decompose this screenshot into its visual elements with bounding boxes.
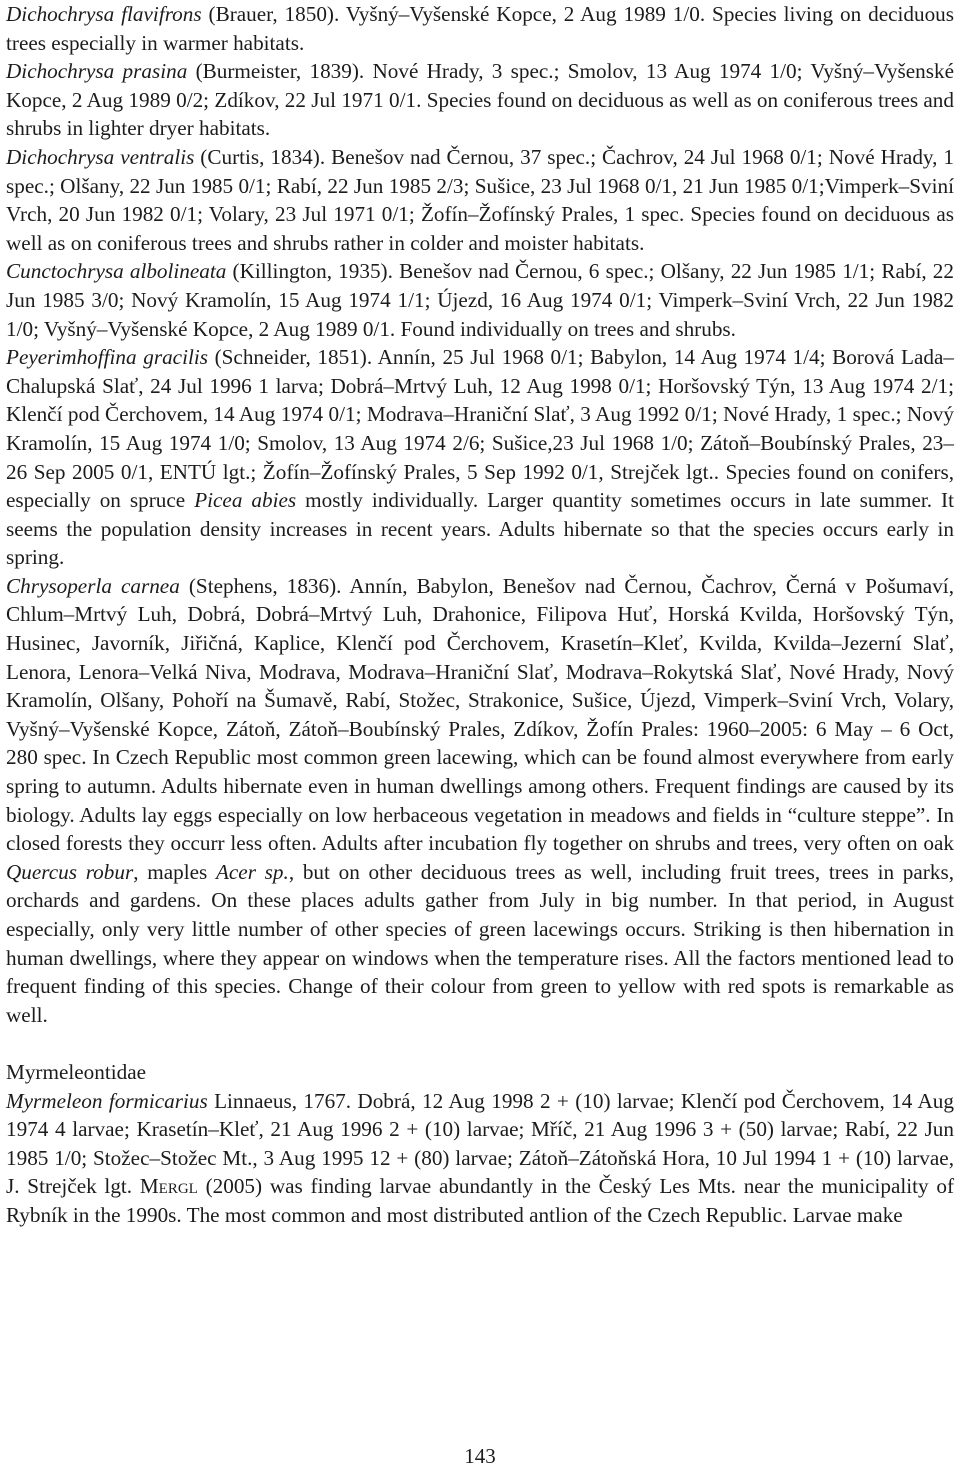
entry-text: (Killington, 1935). Benešov nad Černou, 6 spec.; Olšany, 22 Jun 1985 1/1; Rabí, 22 Jun 1985 3/0; Nový Kramolín, 15 Aug 1974 1/1; Újezd, 16 Aug 1974 0/1; Vimperk–Sviní Vrch, 22 Jun 1982 1/0; Vyšný–Vyšenské Kopce, 2 Aug 1989 0/1. Found individually on trees and shrubs.	[6, 259, 954, 341]
paragraph-gap	[6, 1029, 954, 1058]
entry-text: (Curtis, 1834). Benešov nad Černou, 37 spec.; Čachrov, 24 Jul 1968 0/1; Nové Hrady, 1 spec.; Olšany, 22 Jun 1985 0/1; Rabí, 22 Jun 1985 2/3; Sušice, 23 Jul 1968 0/1, 21 Jun 1985 0/1;Vimperk–Sviní Vrch, 20 Jun 1982 0/1; Volary, 23 Jul 1971 0/1; Žofín–Žofínský Prales, 1 spec. Species found on deciduous as well as on coniferous trees and shrubs rather in colder and moister habitats.	[6, 144, 954, 255]
species-name: Peyerimhoffina gracilis	[6, 345, 208, 370]
species-entry	[6, 143, 954, 257]
entry-text: (Brauer, 1850). Vyšný–Vyšenské Kopce, 2 Aug 1989 1/0. Species living on deciduous trees especially in warmer habitats.	[6, 2, 955, 55]
entry-text: (Burmeister, 1839). Nové Hrady, 3 spec.; Smolov, 13 Aug 1974 1/0; Vyšný–Vyšenské Kopce, 2 Aug 1989 0/2; Zdíkov, 22 Jul 1971 0/1. Species found on deciduous as well as on coniferous trees and shrubs in lighter dryer habitats.	[6, 59, 954, 141]
species-name: Dichochrysa ventralis	[6, 144, 195, 169]
entry-text: (Schneider, 1851). Annín, 25 Jul 1968 0/1; Babylon, 14 Aug 1974 1/4; Borová Lada–Chalupská Slať, 24 Jul 1996 1 larva; Dobrá–Mrtvý Luh, 12 Aug 1998 0/1; Horšovský Týn, 13 Aug 1974 2/1; Klenčí pod Čerchovem, 14 Aug 1974 0/1; Modrava–Hraniční Slať, 3 Aug 1992 0/1; Nové Hrady, 1 spec.; Nový Kramolín, 15 Aug 1974 1/0; Smolov, 13 Aug 1974 2/6; Sušice,23 Jul 1968 1/0; Zátoň–Boubínský Prales, 23–26 Sep 2005 0/1, ENTÚ lgt.; Žofín–Žofínský Prales, 5 Sep 1992 0/1, Strejček lgt.. Species found on conifers, especially on spruce	[6, 345, 954, 513]
cited-author: Mergl	[139, 1174, 198, 1199]
host-plant-name: Picea abies	[194, 488, 297, 513]
species-entries	[6, 0, 954, 1230]
species-entry	[6, 57, 954, 143]
entry-text: mostly individually. Larger quantity sometimes occurs in late summer. It seems the population density increases in recent years. Adults hibernate so that the species occurs early in spring.	[6, 488, 954, 570]
entry-text: Linnaeus, 1767. Dobrá, 12 Aug 1998 2 + (10) larvae; Klenčí pod Čerchovem, 14 Aug 1974 4 larvae; Krasetín–Kleť, 21 Aug 1996 2 + (10) larvae; Mříč, 21 Aug 1996 3 + (50) larvae; Rabí, 22 Jun 1985 1/0; Stožec–Stožec Mt., 3 Aug 1995 12 + (80) larvae; Zátoň–Zátoňská Hora, 10 Jul 1994 1 + (10) larvae, J. Strejček lgt.	[6, 1088, 954, 1199]
species-entry	[6, 0, 954, 57]
species-name: Dichochrysa flavifrons	[6, 2, 202, 26]
species-name: Chrysoperla carnea	[6, 573, 180, 598]
species-name: Dichochrysa prasina	[6, 59, 188, 84]
species-name: Cunctochrysa albolineata	[6, 259, 227, 284]
species-name: Myrmeleon formicarius	[6, 1088, 208, 1113]
entry-text: , but on other deciduous trees as well, including fruit trees, trees in parks, orchards and gardens. On these places adults gather from July in big number. In that period, in August especially, only very little number of other species of green lacewings occurs. Striking is then hibernation in human dwellings, where they appear on windows when the temperature rises. All the factors mentioned lead to frequent finding of this species. Change of their colour from green to yellow with red spots is remarkable as well.	[6, 859, 954, 1027]
entry-text: (Stephens, 1836). Annín, Babylon, Benešov nad Černou, Čachrov, Černá v Pošumaví, Chlum–Mrtvý Luh, Dobrá, Dobrá–Mrtvý Luh, Drahonice, Filipova Huť, Horská Kvilda, Horšovský Týn, Husinec, Javorník, Jiřičná, Kaplice, Klenčí pod Čerchovem, Krasetín–Kleť, Kvilda, Kvilda–Jezerní Slať, Lenora, Lenora–Velká Niva, Modrava, Modrava–Hraniční Slať, Modrava–Rokytská Slať, Nové Hrady, Nový Kramolín, Olšany, Pohoří na Šumavě, Rabí, Stožec, Strakonice, Sušice, Újezd, Vimperk–Sviní Vrch, Volary, Vyšný–Vyšenské Kopce, Zátoň, Zátoň–Boubínský Prales, Zdíkov, Žofín Prales: 1960–2005: 6 May – 6 Oct, 280 spec. In Czech Republic most common green lacewing, which can be found almost everywhere from early spring to autumn. Adults hibernate even in human dwellings among others. Frequent findings are caused by its biology. Adults lay eggs especially on low herbaceous vegetation in meadows and fields in “culture steppe”. In closed forests they occurr less often. Adults after incubation fly together on shrubs and trees, very often on oak	[6, 573, 954, 856]
species-entry	[6, 1087, 954, 1230]
entry-text: , maples	[133, 859, 216, 884]
entry-text: (2005) was finding larvae abundantly in the Český Les Mts. near the municipality of Rybník in the 1990s. The most common and most distributed antlion of the Czech Republic. Larvae make	[6, 1174, 955, 1227]
species-entry	[6, 572, 954, 1030]
species-entry	[6, 343, 954, 572]
species-entry	[6, 257, 954, 343]
page-number: 143	[464, 1444, 496, 1468]
host-plant-name: Acer sp.	[215, 859, 289, 884]
host-plant-name: Quercus robur	[6, 859, 134, 884]
family-heading: Myrmeleontidae	[6, 1059, 147, 1084]
